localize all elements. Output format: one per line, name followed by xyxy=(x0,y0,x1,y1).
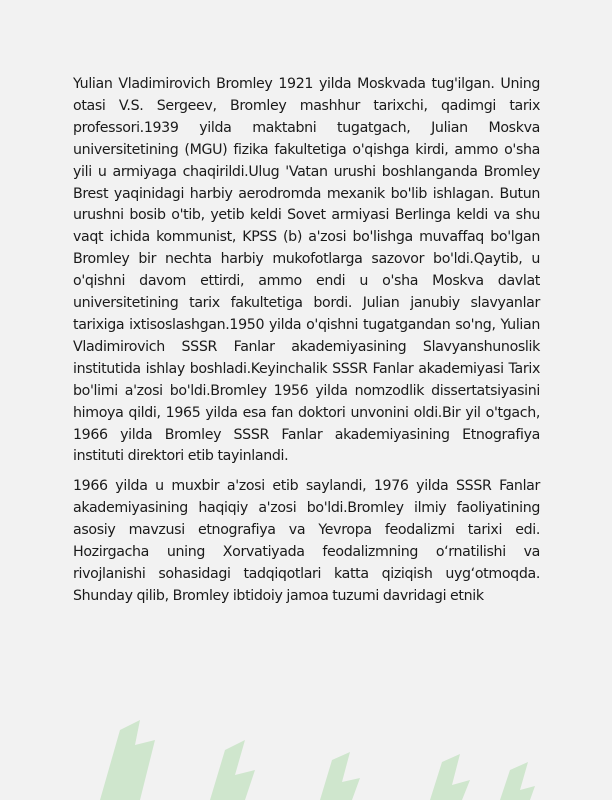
paragraph-2: 1966 yilda u muxbir a'zosi etib saylandi, 1976 yilda SSSR Fanlar akademiyasining haqiqiy a'zosi bo'ldi.Bromley ilmiy faoliyatining asosiy mavzusi etnografiya va Yevropa feodalizmi tarixi edi. Hozirgacha uning Xorvatiyada feodalizmning o‘rnatilishi va rivojlanishi sohasidagi tadqiqotlari katta qiziqish uyg‘otmoqda. Shunday qilib, Bromley ibtidoiy jamoa tuzumi davridagi etnik xyxy=(73,478,540,604)
watermark-logo-icon xyxy=(60,690,540,800)
paragraph-1: Yulian Vladimirovich Bromley 1921 yilda Moskvada tug'ilgan. Uning otasi V.S. Sergeev, Bromley mashhur tarixchi, qadimgi tarix professori.1939 yilda maktabni tugatgach, Julian Moskva universitetining (MGU) fizika fakultetiga o'qishga kirdi, ammo o'sha yili u armiyaga chaqirildi.Ulug 'Vatan urushi boshlanganda Bromley Brest yaqinidagi harbiy aerodromda mexanik bo'lib ishlagan. Butun urushni bosib o'tib, yetib keldi Sovet armiyasi Berlinga keldi va shu vaqt ichida kommunist, KPSS (b) a'zosi bo'lishga muvaffaq bo'lgan Bromley bir nechta harbiy mukofotlarga sazovor bo'ldi.Qaytib, u o'qishni davom ettirdi, ammo endi u o'sha Moskva davlat universitetining tarix fakultetiga bordi. Julian janubiy slavyanlar tarixiga ixtisoslashgan.1950 yilda o'qishni tugatgandan so'ng, Yulian Vladimirovich SSSR Fanlar akademiyasining Slavyanshunoslik institutida ishlay boshladi.Keyinchalik SSSR Fanlar akademiyasi Tarix bo'limi a'zosi bo'ldi.Bromley 1956 yilda nomzodlik dissertatsiyasini himoya qildi, 1965 yilda esa fan doktori unvonini oldi.Bir yil o'tgach, 1966 yilda Bromley SSSR Fanlar akademiyasining Etnografiya instituti direktori etib tayinlandi. xyxy=(73,76,540,465)
body-text xyxy=(73,74,540,616)
